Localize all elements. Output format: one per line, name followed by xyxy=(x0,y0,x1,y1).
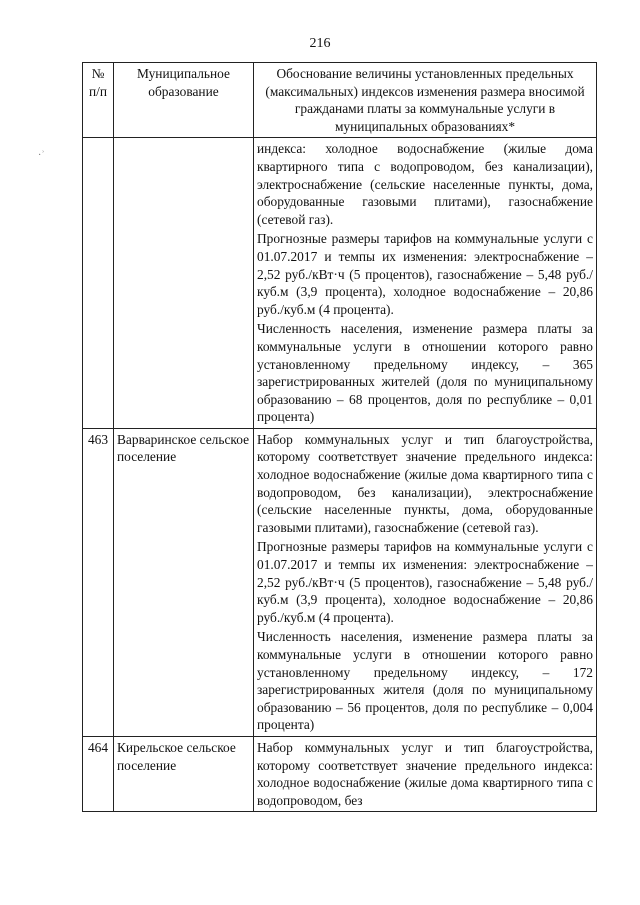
row-municipality: Варваринское сельское поселение xyxy=(114,428,254,736)
header-justification: Обоснование величины установленных предельных (максимальных) индексов изменения размера вносимой гражданами платы за коммунальные услуги в муниципальных образованиях* xyxy=(254,63,597,138)
header-number: № п/п xyxy=(83,63,114,138)
row-municipality: Кирельское сельское поселение xyxy=(114,736,254,811)
row-municipality xyxy=(114,138,254,429)
margin-mark: ·ʾ xyxy=(38,150,45,161)
tariff-index-table xyxy=(82,62,597,812)
paragraph-tariffs: Прогнозные размеры тарифов на коммунальные услуги с 01.07.2017 и темпы их изменения: электроснабжение – 2,52 руб./кВт·ч (5 процентов), газоснабжение – 5,48 руб./куб.м (3,9 процента), холодное водоснабжение – 20,86 руб./куб.м (4 процента). xyxy=(257,231,593,317)
row-number: 463 xyxy=(83,428,114,736)
table-row xyxy=(83,138,597,429)
table-row xyxy=(83,428,597,736)
paragraph-improvement-type: Набор коммунальных услуг и тип благоустройства, которому соответствует значение предельного индекса: холодное водоснабжение (жилые дома квартирного типа с водопроводом, без канализации), электроснабжение (сельские населенные пункты, дома, оборудованные газовыми плитами), газоснабжение (сетевой газ). xyxy=(257,431,593,535)
table-row xyxy=(83,736,597,811)
row-number xyxy=(83,138,114,429)
page-number: 216 xyxy=(309,36,331,51)
paragraph-improvement-type: Набор коммунальных услуг и тип благоустройства, которому соответствует значение предельного индекса: холодное водоснабжение (жилые дома квартирного типа с водопроводом, без xyxy=(257,739,593,808)
row-justification xyxy=(254,138,597,429)
row-justification xyxy=(254,428,597,736)
paragraph-tariffs: Прогнозные размеры тарифов на коммунальные услуги с 01.07.2017 и темпы их изменения: электроснабжение – 2,52 руб./кВт·ч (5 процентов), газоснабжение – 5,48 руб./куб.м (3,9 процента), холодное водоснабжение – 20,86 руб./куб.м (4 процента). xyxy=(257,539,593,625)
paragraph-improvement-type: индекса: холодное водоснабжение (жилые дома квартирного типа с водопроводом, без канализации), электроснабжение (сельские населенные пункты, дома, оборудованные газовыми плитами), газоснабжение (сетевой газ). xyxy=(257,141,593,227)
table-header-row xyxy=(83,63,597,138)
paragraph-population: Численность населения, изменение размера платы за коммунальные услуги в отношении которого равно установленному предельному индексу, – 172 зарегистрированных жителя (доля по муниципальному образованию – 56 процентов, доля по республике – 0,004 процента) xyxy=(257,629,593,733)
row-number: 464 xyxy=(83,736,114,811)
header-municipality: Муниципальное образование xyxy=(114,63,254,138)
row-justification xyxy=(254,736,597,811)
paragraph-population: Численность населения, изменение размера платы за коммунальные услуги в отношении которого равно установленному предельному индексу, – 365 зарегистрированных жителей (доля по муниципальному образованию – 68 процентов, доля по республике – 0,01 процента) xyxy=(257,321,593,425)
